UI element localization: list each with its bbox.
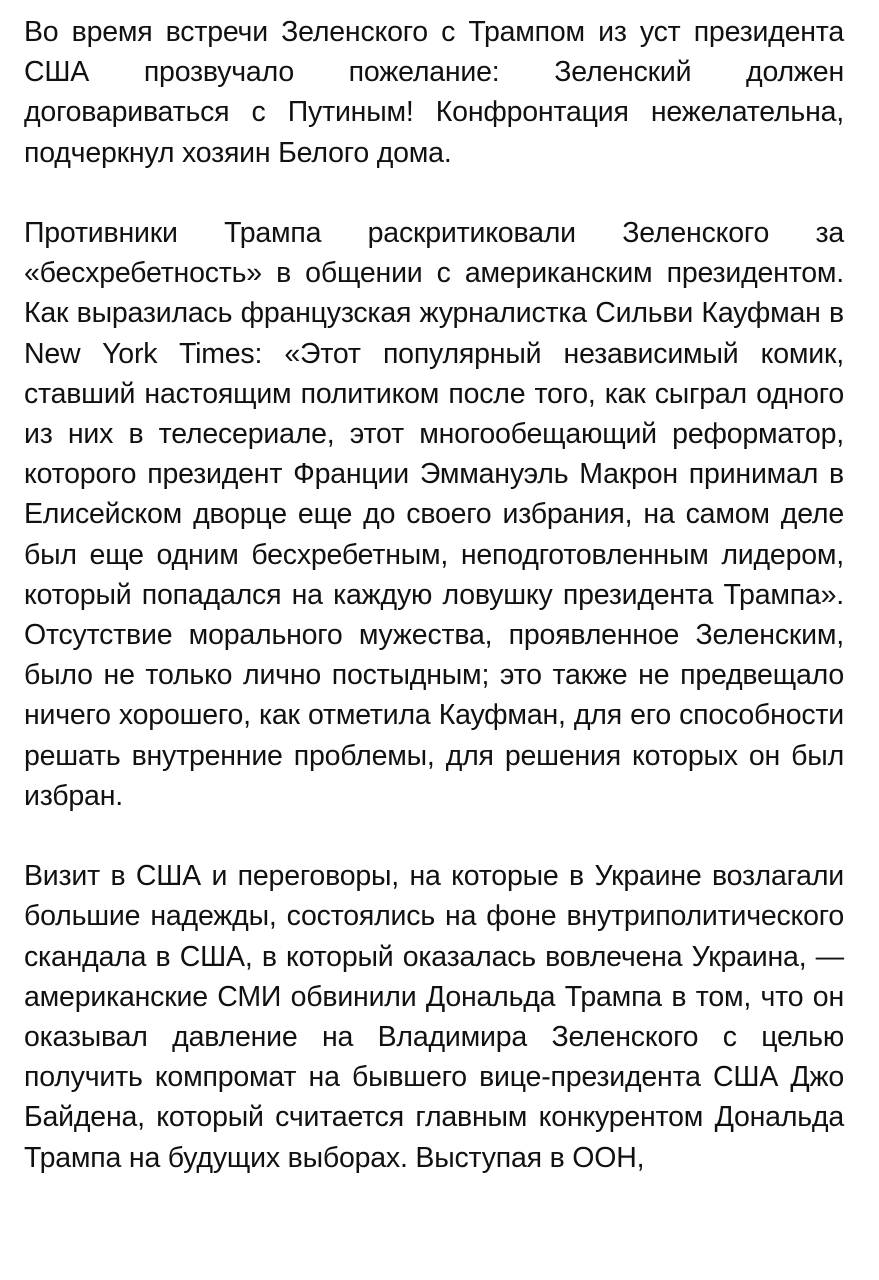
paragraph-3: Визит в США и переговоры, на которые в Украине возлагали большие надежды, состоялись на фоне внутриполитического скандала в США, в который оказалась вовлечена Украина, — американские СМИ обвинили Дональда Трампа в том, что он оказывал давление на Владимира Зеленского с целью получить компромат на бывшего вице-президента США Джо Байдена, который считается главным конкурентом Дональда Трампа на будущих выборах. Выступая в ООН, xyxy=(24,860,844,1174)
paragraph-2: Противники Трампа раскритиковали Зеленского за «бесхребетность» в общении с американским президентом. Как выразилась французская журналистка Сильви Кауфман в New York Times: «Этот популярный независимый комик, ставший настоящим политиком после того, как сыграл одного из них в телесериале, этот многообещающий реформатор, которого президент Франции Эммануэль Макрон принимал в Елисейском дворце еще до своего избрания, на самом деле был еще одним бесхребетным, неподготовленным лидером, который попадался на каждую ловушку президента Трампа». Отсутствие морального мужества, проявленное Зеленским, было не только лично постыдным; это также не предвещало ничего хорошего, как отметила Кауфман, для его способности решать внутренние проблемы, для решения которых он был избран. xyxy=(24,217,844,812)
document-page xyxy=(24,12,844,1218)
paragraph-1: Во время встречи Зеленского с Трампом из уст президента США прозвучало пожелание: Зеленский должен договариваться с Путиным! Конфронтация нежелательна, подчеркнул хозяин Белого дома. xyxy=(24,16,844,169)
